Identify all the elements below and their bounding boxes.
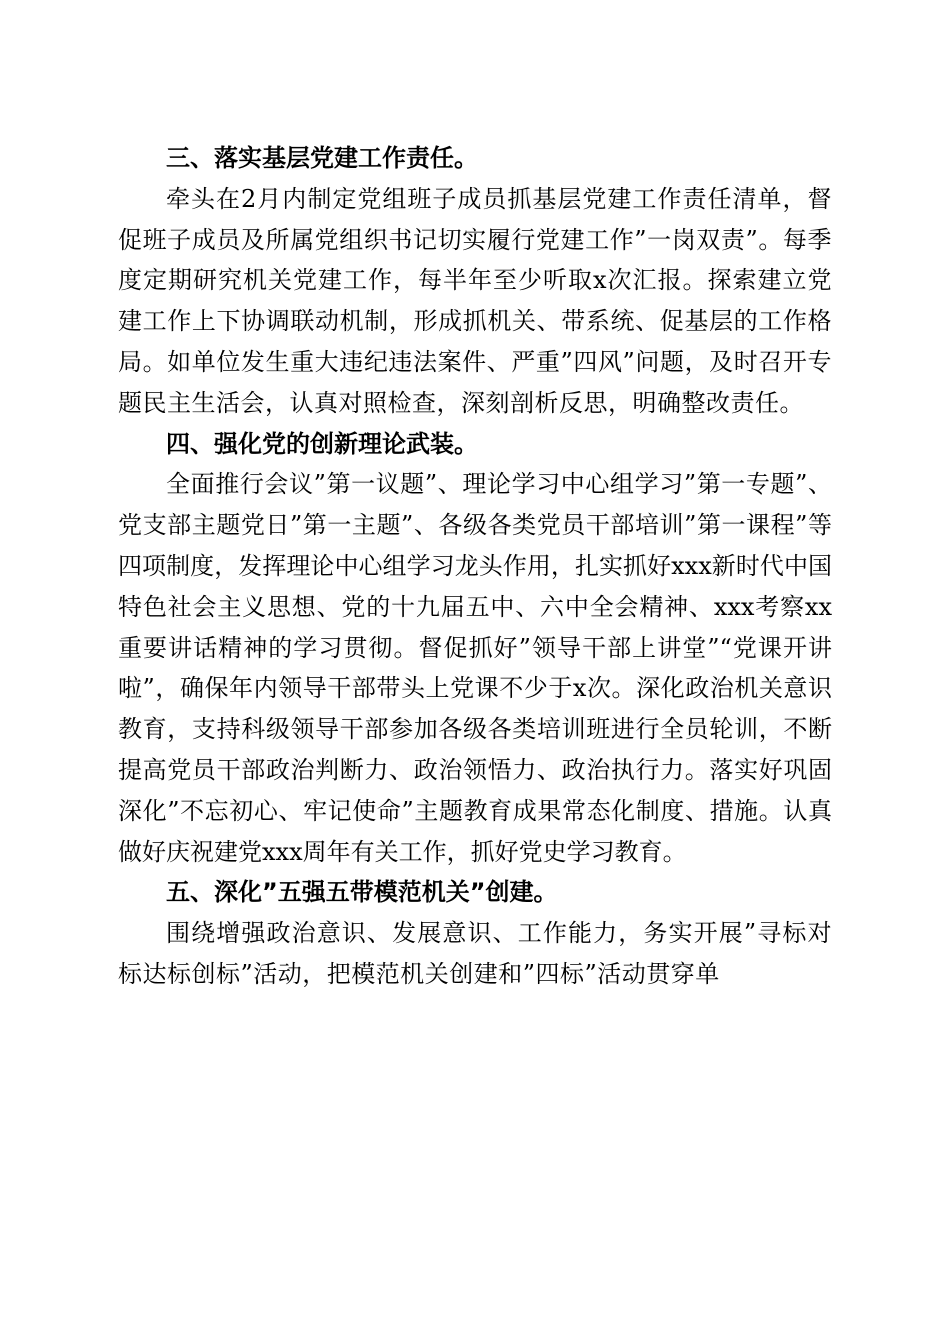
section-4-paragraph: 全面推行会议”第一议题”、理论学习中心组学习”第一专题”、党支部主题党日”第一主题”、各级各类党员干部培训”第一课程”等四项制度，发挥理论中心组学习龙头作用，扎实抓好xxx新时代中国特色社会主义思想、党的十九届五中、六中全会精神、xxx考察xx重要讲话精神的学习贯彻。督促抓好”领导干部上讲堂”“党课开讲啦”，确保年内领导干部带头上党课不少于x次。深化政治机关意识教育，支持科级领导干部参加各级各类培训班进行全员轮训，不断提高党员干部政治判断力、政治领悟力、政治执行力。落实好巩固深化”不忘初心、牢记使命”主题教育成果常态化制度、措施。认真做好庆祝建党xxx周年有关工作，抓好党史学习教育。 — [118, 470, 832, 866]
document-body — [118, 138, 832, 995]
section-4-heading: 四、强化党的创新理论武装。 — [166, 429, 478, 458]
section-5-paragraph: 围绕增强政治意识、发展意识、工作能力，务实开展”寻标对标达标创标”活动，把模范机关创建和”四标”活动贯穿单 — [118, 919, 832, 988]
section-5-heading: 五、深化”五强五带模范机关”创建。 — [166, 878, 558, 907]
section-3-paragraph: 牵头在2月内制定党组班子成员抓基层党建工作责任清单，督促班子成员及所属党组织书记切实履行党建工作”一岗双责”。每季度定期研究机关党建工作，每半年至少听取x次汇报。探索建立党建工作上下协调联动机制，形成抓机关、带系统、促基层的工作格局。如单位发生重大违纪违法案件、严重”四风”问题，及时召开专题民主生活会，认真对照检查，深刻剖析反思，明确整改责任。 — [118, 184, 832, 417]
section-3-heading: 三、落实基层党建工作责任。 — [166, 144, 478, 172]
